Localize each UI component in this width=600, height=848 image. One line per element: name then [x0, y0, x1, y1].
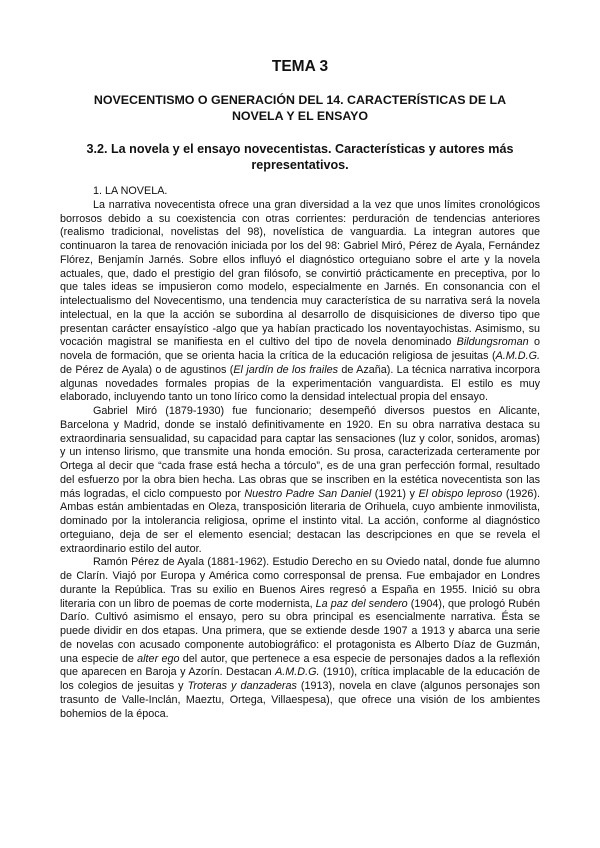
paragraph-gabriel-miro [60, 405, 540, 556]
italic-title: Troteras y danzaderas [187, 680, 297, 692]
subsection-heading: 1. LA NOVELA. [93, 185, 168, 197]
text-run: Ramón Pérez de Ayala (1881-1962). Estudio Derecho en su Oviedo natal, donde fue alumno de Clarín. Viajó por Europa y América como corresponsal de prensa. Fue embajador en Londres durante la República. Tras su exilio en Buenos Aires regresó a España en 1955. Inició su obra literaria con un libro de poemas de corte modernista, [60, 556, 540, 610]
italic-title: El jardín de los frailes [233, 363, 338, 376]
text-run: o novela de formación, que se orienta hacia la crítica de la educación religiosa de jesuitas ( [60, 336, 540, 362]
paragraph-novela-novecentista [60, 199, 540, 405]
text-run: de Pérez de Ayala) o de agustinos ( [60, 363, 234, 376]
italic-title: A.M.D.G. [275, 666, 320, 679]
section-heading: 3.2. La novela y el ensayo novecentistas. Características y autores más representativos. [86, 142, 514, 172]
italic-title: Nuestro Padre San Daniel [244, 487, 372, 500]
text-run: (1921) y [371, 487, 419, 500]
text-run: (1913), novela en clave (algunos personajes son trasunto de Valle-Inclán, Maeztu, Ortega, Villaespesa), que ofrece una visión de los ambientes bohemios de la época. [60, 680, 540, 720]
text-run: (1904), que prologó Rubén Darío. Cultivó asimismo el ensayo, pero su obra principal es esencialmente narrativa. Ésta se puede dividir en dos etapas. Una primera, que se extiende desde 1907 a 1913 y abarca una serie de novelas con acusado componente autobiográfico: el protagonista es Alberto Díaz de Guzmán, una especie de [60, 597, 541, 665]
italic-title: A.M.D.G. [495, 350, 540, 362]
body-text [60, 185, 540, 721]
italic-title: La paz del sendero [315, 597, 408, 610]
document-title: TEMA 3 [271, 58, 329, 75]
text-run: del autor, que pertenece a esa especie de personajes dados a la reflexión que aparecen en Baroja y Azorín. Destacan [60, 652, 540, 679]
text-run: (1926). Ambas están ambientadas en Oleza, transposición literaria de Orihuela, cuyo ambiente inmovilista, dominado por la intolerancia religiosa, oprime el instinto vital. La acción, conforme al diagnóstico orteguiano, deja de ser el elemento esencial; destacan las descripciones en que se revela el extraordinario estilo del autor. [60, 487, 541, 555]
text-run: (1910), crítica implacable de la educación de los colegios de jesuitas y [60, 666, 540, 692]
italic-title: alter ego [137, 652, 180, 665]
text-run: Gabriel Miró (1879-1930) fue funcionario; desempeñó diversos puestos en Alicante, Barcelona y Madrid, donde se instaló definitivamente en 1920. En su obra narrativa destaca su extraordinaria sensualidad, su capacidad para captar las sensaciones (luz y color, sonidos, aromas) y un intenso lirismo, que transmite una honda emoción. Su prosa, caracterizada certeramente por Ortega al decir que “cada frase está hecha a tórculo”, es de una gran perfección formal, resultado del esfuerzo por la obra bien hecha. Las obras que se inscriben en la estética novecentista son las más logradas, el ciclo compuesto por [60, 405, 540, 500]
paragraph-perez-de-ayala [60, 556, 540, 721]
italic-title: Bildungsroman [456, 336, 529, 349]
text-run: de Azaña). La técnica narrativa incorpora algunas novedades formales propias de la experimentación vanguardista. El estilo es muy elaborado, incluyendo tanto un tono lírico como la densidad intelectual propia del ensayo. [60, 363, 540, 404]
text-run: La narrativa novecentista ofrece una gran diversidad a la vez que unos límites cronológicos borrosos debido a su coexistencia con otras corrientes: perduración de tendencias anteriores (realismo tradicional, novelistas del 98), novelística de vanguardia. La integran autores que continuaron la tarea de renovación iniciada por los del 98: Gabriel Miró, Pérez de Ayala, Fernández Flórez, Benjamín Jarnés. Sobre ellos influyó el diagnóstico orteguiano sobre el arte y la novela actuales, que, dado el prestigio del gran filósofo, se convirtió prácticamente en preceptiva, por lo que tales ideas se impusieron como modelo, especialmente en Jarnés. En consonancia con el intelectualismo del Novecentismo, una tendencia muy característica de su narrativa será la novela intelectual, en la que la acción se subordina al desarrollo de disquisiciones de diverso tipo que presentan carácter ensayístico -algo que ya habían practicado los noventayochistas. Asimismo, su vocación magistral se manifiesta en el cultivo del tipo de novela denominado [60, 198, 540, 349]
italic-title: El obispo leproso [418, 487, 503, 500]
document-subtitle: NOVECENTISMO O GENERACIÓN DEL 14. CARACTERÍSTICAS DE LA NOVELA Y EL ENSAYO [93, 93, 507, 123]
